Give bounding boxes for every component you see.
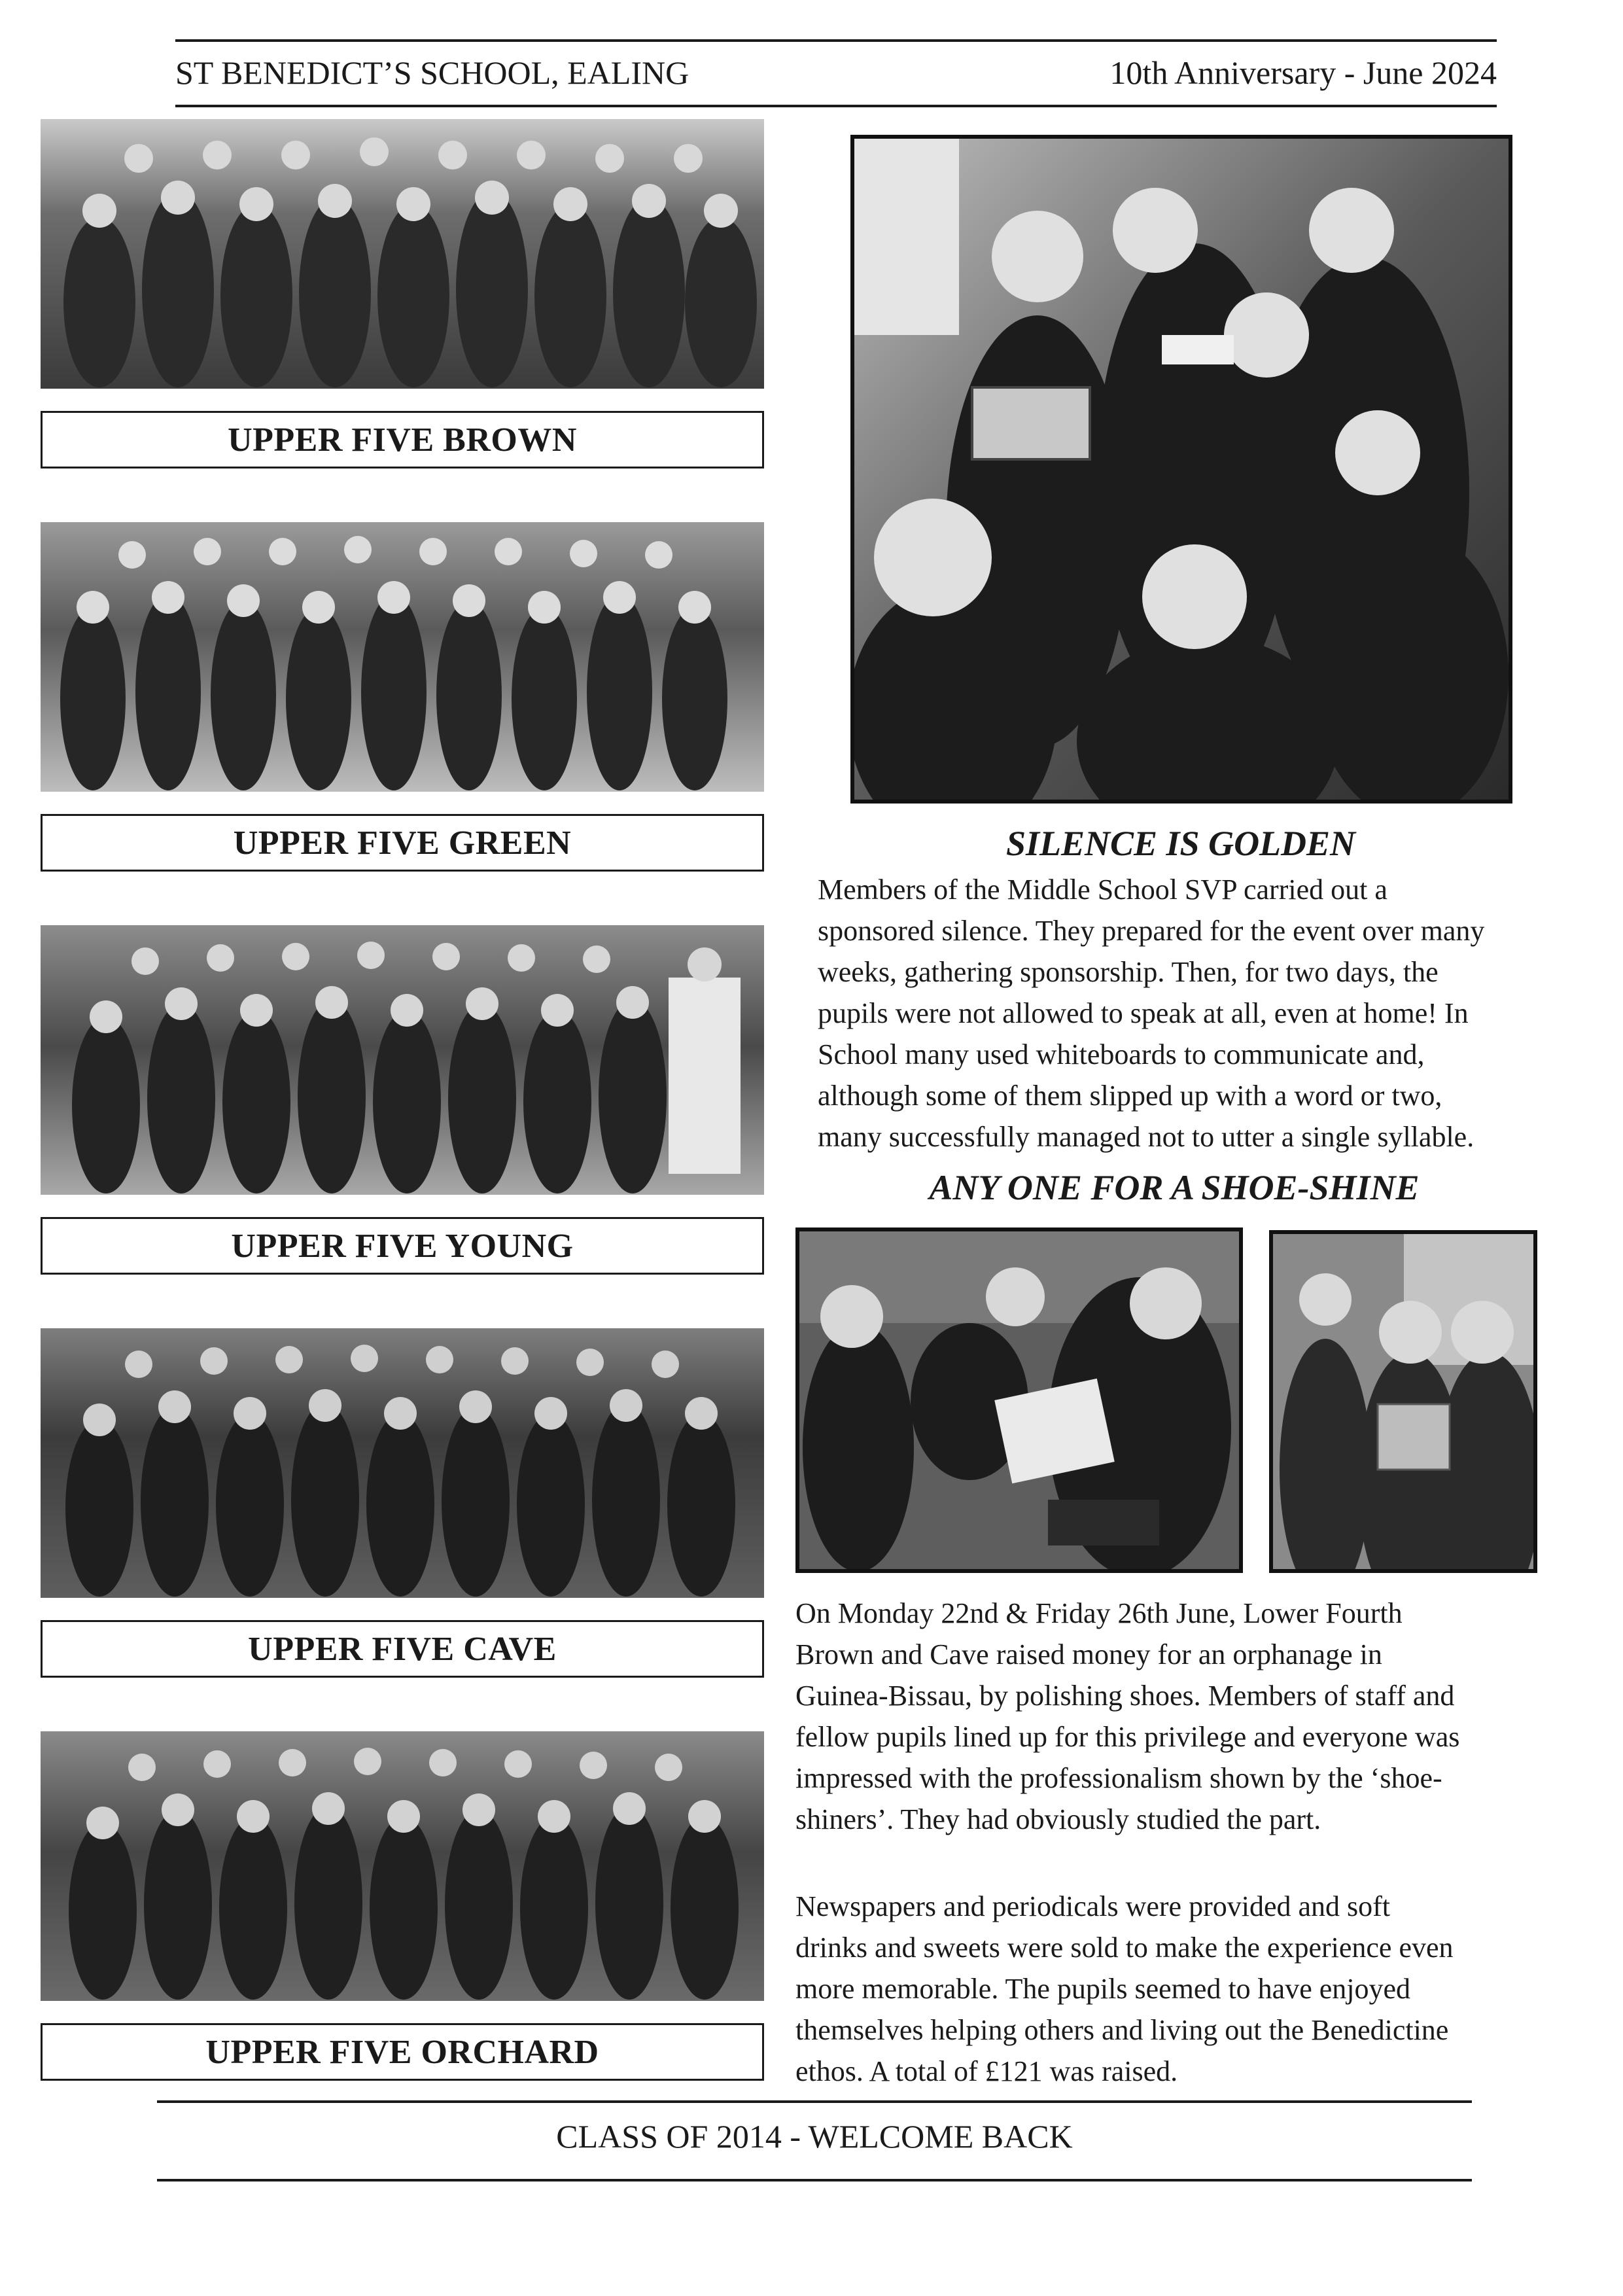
footer-bottom-rule [157, 2179, 1472, 2181]
caption-upper-five-orchard: UPPER FIVE ORCHARD [41, 2023, 764, 2081]
caption-upper-five-green: UPPER FIVE GREEN [41, 814, 764, 872]
silence-heading: SILENCE IS GOLDEN [1005, 824, 1356, 863]
class-photo-brown [41, 119, 764, 389]
caption-upper-five-young: UPPER FIVE YOUNG [41, 1217, 764, 1275]
silence-photo [850, 135, 1512, 804]
shoeshine-heading: ANY ONE FOR A SHOE-SHINE [929, 1168, 1420, 1207]
shoeshine-body-1: On Monday 22nd & Friday 26th June, Lower Fourth Brown and Cave raised money for an orphanage in Guinea-Bissau, by polishing shoes. Members of staff and fellow pupils lined up for this privilege and everyone was impressed with the professionalism shown by the ‘shoe- shiners’. They had obviously studied the part. [795, 1597, 1460, 1835]
class-photo-orchard [41, 1731, 764, 2001]
caption-upper-five-brown: UPPER FIVE BROWN [41, 411, 764, 468]
shoeshine-photo-1 [795, 1227, 1243, 1573]
school-name: ST BENEDICT’S SCHOOL, EALING [175, 54, 689, 91]
silence-body: Members of the Middle School SVP carried out a sponsored silence. They prepared for the event over many weeks, gathering sponsorship. Then, for two days, the pupils were not allowed to speak at all, even at home! In School many used whiteboards to communicate and, although some of them slipped up with a word or two, many successfully managed not to utter a single syllable. [818, 874, 1485, 1153]
edition-label: 10th Anniversary - June 2024 [1109, 54, 1497, 91]
header-top-rule [175, 39, 1497, 42]
footer-top-rule [157, 2100, 1472, 2103]
class-photo-green [41, 522, 764, 792]
shoeshine-body-2: Newspapers and periodicals were provided and soft drinks and sweets were sold to make the experience even more memorable. The pupils seemed to have enjoyed themselves helping others and living out the Benedictine ethos. A total of £121 was raised. [795, 1890, 1454, 2087]
class-photo-young [41, 925, 764, 1195]
caption-upper-five-cave: UPPER FIVE CAVE [41, 1620, 764, 1678]
class-photo-cave [41, 1328, 764, 1598]
header-bottom-rule [175, 105, 1497, 107]
footer-text: CLASS OF 2014 - WELCOME BACK [556, 2118, 1073, 2155]
shoeshine-photo-2 [1269, 1230, 1537, 1573]
